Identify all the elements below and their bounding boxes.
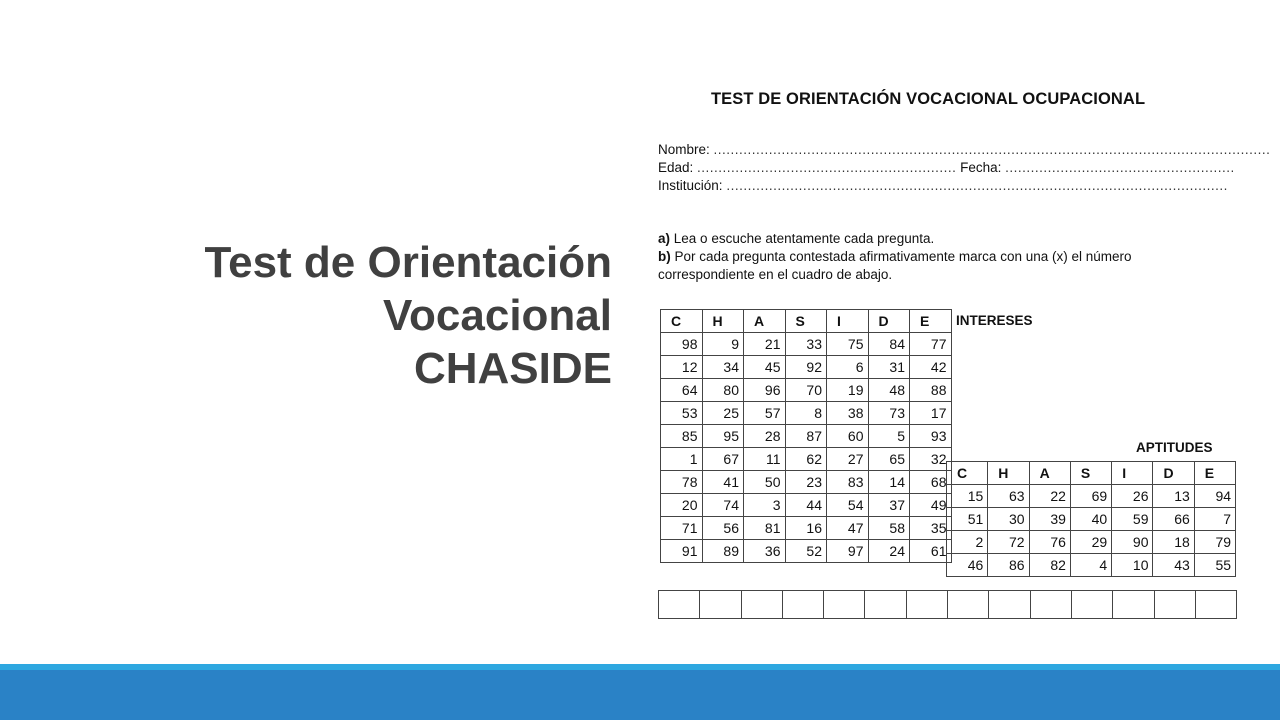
intereses-cell: 95 [702,425,744,448]
aptitudes-cell: 90 [1112,531,1153,554]
intereses-cell: 84 [868,333,910,356]
aptitudes-header-cell: C [947,462,988,485]
institucion-label: Institución: [658,178,723,193]
intereses-cell: 96 [744,379,786,402]
aptitudes-cell: 76 [1029,531,1070,554]
table-row [661,517,952,540]
aptitudes-cell: 43 [1153,554,1194,577]
intereses-cell: 70 [785,379,827,402]
institucion-field: Institución: ...................................................................................................................... [658,178,1228,193]
intereses-cell: 11 [744,448,786,471]
intereses-cell: 57 [744,402,786,425]
table-row [947,508,1236,531]
intereses-cell: 80 [702,379,744,402]
intereses-cell: 97 [827,540,869,563]
intereses-cell: 20 [661,494,703,517]
intereses-cell: 73 [868,402,910,425]
tally-box [741,591,782,619]
document-heading: TEST DE ORIENTACIÓN VOCACIONAL OCUPACIONAL [711,90,1146,108]
aptitudes-cell: 26 [1112,485,1153,508]
intereses-cell: 37 [868,494,910,517]
intereses-header-cell: S [785,310,827,333]
intereses-cell: 14 [868,471,910,494]
table-row [661,471,952,494]
aptitudes-cell: 69 [1070,485,1111,508]
intereses-cell: 52 [785,540,827,563]
aptitudes-cell: 55 [1194,554,1235,577]
intereses-cell: 77 [910,333,952,356]
intereses-cell: 49 [910,494,952,517]
aptitudes-header-cell: D [1153,462,1194,485]
intereses-cell: 48 [868,379,910,402]
intereses-cell: 12 [661,356,703,379]
aptitudes-cell: 10 [1112,554,1153,577]
aptitudes-cell: 30 [988,508,1029,531]
intereses-header-cell: H [702,310,744,333]
intereses-cell: 83 [827,471,869,494]
tally-box [1030,591,1071,619]
aptitudes-header-cell: E [1194,462,1235,485]
intereses-cell: 42 [910,356,952,379]
tally-box [700,591,741,619]
intereses-cell: 41 [702,471,744,494]
intereses-cell: 54 [827,494,869,517]
tally-box [1154,591,1195,619]
table-row [661,425,952,448]
intereses-cell: 61 [910,540,952,563]
aptitudes-header-cell: I [1112,462,1153,485]
intereses-header-cell: C [661,310,703,333]
intereses-header-row [661,310,952,333]
intereses-cell: 93 [910,425,952,448]
intereses-cell: 21 [744,333,786,356]
slide-title-line-3: CHASIDE [413,344,612,393]
tally-box [1113,591,1154,619]
intereses-cell: 8 [785,402,827,425]
slide-title-line-2: Vocacional [382,291,612,340]
intereses-cell: 1 [661,448,703,471]
intereses-cell: 25 [702,402,744,425]
tally-box [948,591,989,619]
intereses-label: INTERESES [956,313,1033,328]
tally-box [1195,591,1236,619]
aptitudes-table [946,461,1236,577]
aptitudes-cell: 13 [1153,485,1194,508]
intereses-cell: 60 [827,425,869,448]
tally-box [865,591,906,619]
intereses-cell: 67 [702,448,744,471]
intereses-cell: 33 [785,333,827,356]
slide-title [205,236,613,395]
nombre-label: Nombre: [658,142,710,157]
intereses-cell: 75 [827,333,869,356]
intereses-cell: 78 [661,471,703,494]
intereses-header-cell: I [827,310,869,333]
aptitudes-header-cell: S [1070,462,1111,485]
intereses-cell: 71 [661,517,703,540]
intereses-cell: 62 [785,448,827,471]
intereses-cell: 92 [785,356,827,379]
tally-box [782,591,823,619]
table-row [661,379,952,402]
intereses-cell: 38 [827,402,869,425]
intereses-cell: 74 [702,494,744,517]
aptitudes-cell: 59 [1112,508,1153,531]
aptitudes-cell: 29 [1070,531,1111,554]
intereses-header-cell: A [744,310,786,333]
aptitudes-cell: 4 [1070,554,1111,577]
aptitudes-header-cell: A [1029,462,1070,485]
intereses-cell: 87 [785,425,827,448]
intereses-header-cell: E [910,310,952,333]
intereses-cell: 45 [744,356,786,379]
intereses-cell: 27 [827,448,869,471]
aptitudes-cell: 51 [947,508,988,531]
nombre-field: Nombre: ................................................................................................................................... [658,142,1271,157]
intereses-cell: 98 [661,333,703,356]
aptitudes-cell: 46 [947,554,988,577]
intereses-cell: 56 [702,517,744,540]
tally-box [659,591,700,619]
intereses-cell: 64 [661,379,703,402]
intereses-cell: 34 [702,356,744,379]
intereses-cell: 65 [868,448,910,471]
intereses-cell: 89 [702,540,744,563]
intereses-cell: 50 [744,471,786,494]
table-row [661,333,952,356]
intereses-cell: 53 [661,402,703,425]
aptitudes-cell: 18 [1153,531,1194,554]
intereses-cell: 5 [868,425,910,448]
intereses-cell: 28 [744,425,786,448]
fecha-label: Fecha: [960,160,1002,175]
edad-label: Edad: [658,160,694,175]
intereses-cell: 36 [744,540,786,563]
tally-box [906,591,947,619]
intereses-table [660,309,952,563]
intereses-cell: 58 [868,517,910,540]
aptitudes-cell: 82 [1029,554,1070,577]
aptitudes-label: APTITUDES [1136,440,1213,455]
footer-band [0,670,1280,720]
intereses-cell: 6 [827,356,869,379]
intereses-cell: 16 [785,517,827,540]
aptitudes-cell: 94 [1194,485,1235,508]
intereses-cell: 9 [702,333,744,356]
aptitudes-cell: 66 [1153,508,1194,531]
intereses-cell: 19 [827,379,869,402]
intereses-cell: 85 [661,425,703,448]
tally-box [1071,591,1112,619]
table-row [661,402,952,425]
intereses-cell: 47 [827,517,869,540]
aptitudes-header-cell: H [988,462,1029,485]
intereses-cell: 91 [661,540,703,563]
intereses-cell: 68 [910,471,952,494]
intereses-cell: 81 [744,517,786,540]
aptitudes-cell: 40 [1070,508,1111,531]
aptitudes-cell: 22 [1029,485,1070,508]
intereses-cell: 17 [910,402,952,425]
aptitudes-cell: 63 [988,485,1029,508]
slide-title-line-1: Test de Orientación [204,238,612,287]
edad-fecha-field: Edad: ............................................................. Fecha: ...................................................... [658,160,1235,175]
aptitudes-cell: 79 [1194,531,1235,554]
answer-tally-row [658,590,1237,619]
aptitudes-header-row [947,462,1236,485]
tally-box [989,591,1030,619]
aptitudes-cell: 2 [947,531,988,554]
aptitudes-cell: 86 [988,554,1029,577]
table-row [661,356,952,379]
table-row [661,448,952,471]
tally-box [824,591,865,619]
table-row [947,554,1236,577]
intereses-cell: 32 [910,448,952,471]
aptitudes-cell: 7 [1194,508,1235,531]
table-row [947,485,1236,508]
intereses-cell: 31 [868,356,910,379]
intereses-cell: 88 [910,379,952,402]
aptitudes-cell: 15 [947,485,988,508]
instruction-b-line-2: correspondiente en el cuadro de abajo. [658,267,893,282]
intereses-cell: 24 [868,540,910,563]
instruction-a: a) Lea o escuche atentamente cada pregunta. [658,231,935,246]
table-row [947,531,1236,554]
table-row [661,540,952,563]
instruction-b-line-1: b) Por cada pregunta contestada afirmativamente marca con una (x) el número [658,249,1132,264]
aptitudes-cell: 39 [1029,508,1070,531]
intereses-cell: 3 [744,494,786,517]
intereses-cell: 35 [910,517,952,540]
table-row [661,494,952,517]
aptitudes-cell: 72 [988,531,1029,554]
intereses-cell: 23 [785,471,827,494]
intereses-cell: 44 [785,494,827,517]
intereses-header-cell: D [868,310,910,333]
